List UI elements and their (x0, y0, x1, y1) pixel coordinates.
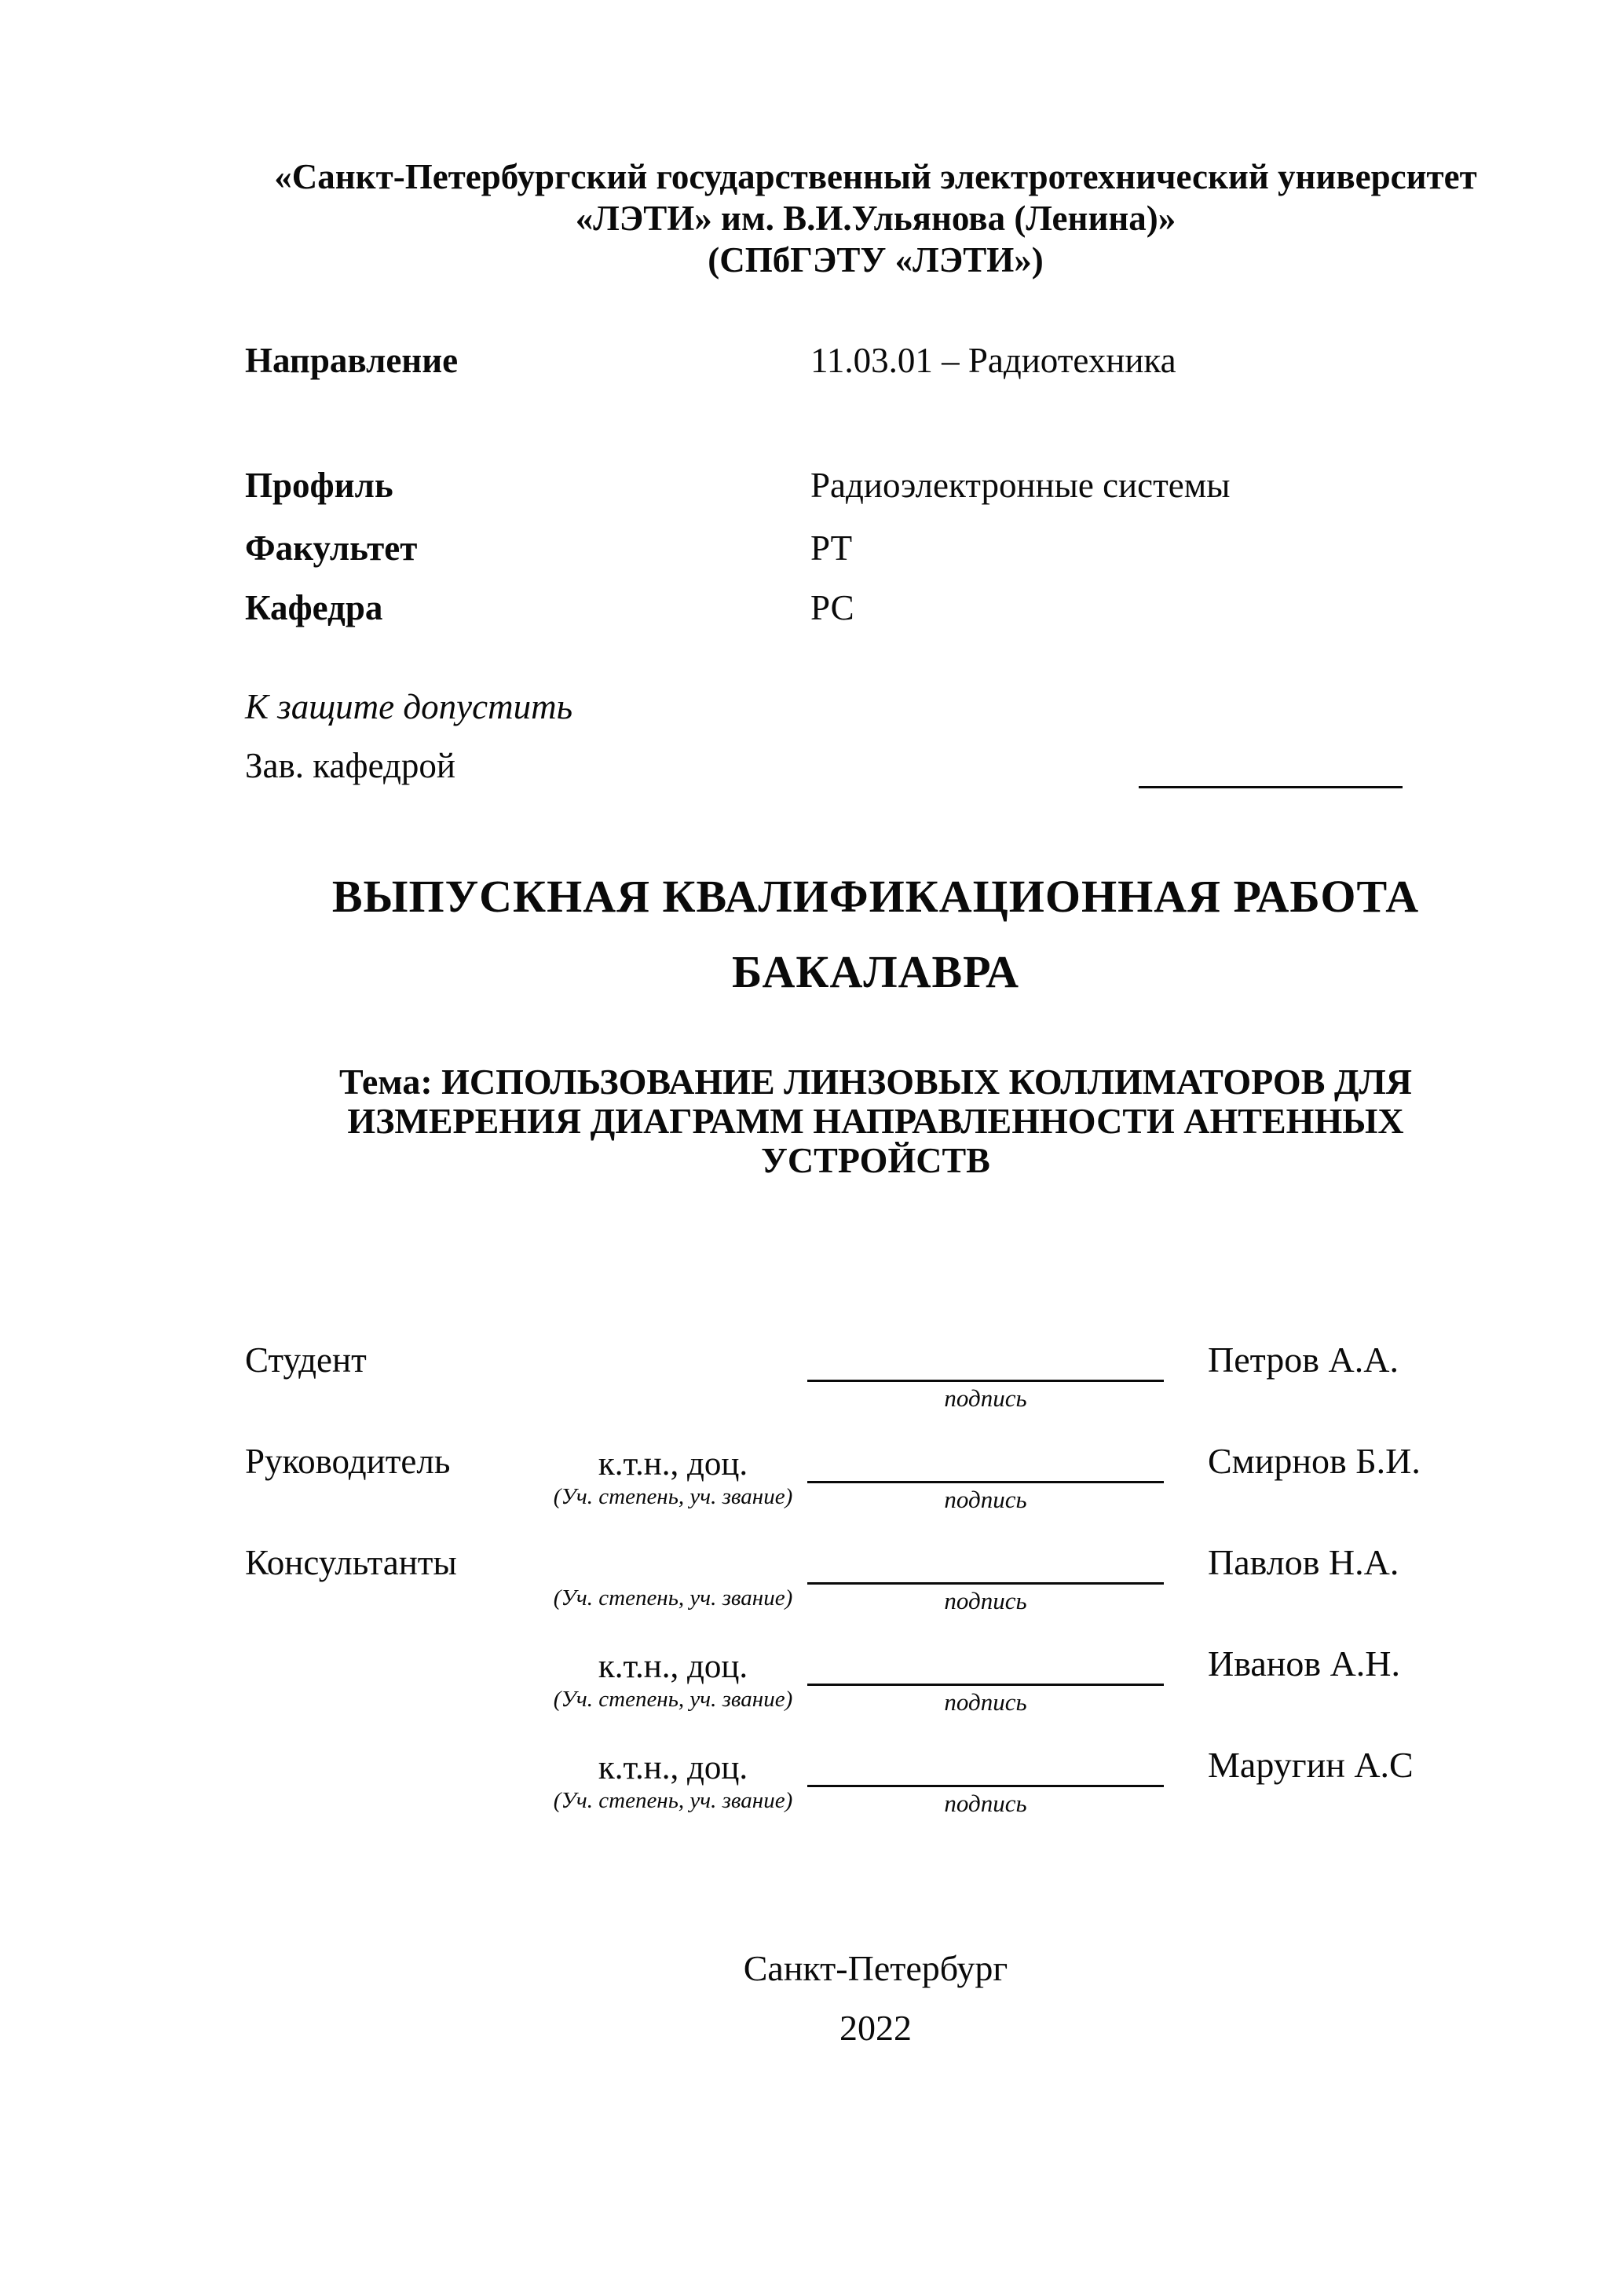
field-row-faculty (245, 525, 1506, 571)
signature-cell (807, 1439, 1164, 1515)
university-name-line-2: «ЛЭТИ» им. В.И.Ульянова (Ленина)» (575, 199, 1176, 238)
signature-line (807, 1641, 1164, 1686)
signature-cell (807, 1337, 1164, 1413)
degree-text (543, 1345, 803, 1381)
signature-cell (807, 1540, 1164, 1616)
field-value: 11.03.01 – Радиотехника (810, 341, 1176, 380)
signatory-name: Смирнов Б.И. (1208, 1441, 1421, 1481)
document-title-line-1: ВЫПУСКНАЯ КВАЛИФИКАЦИОННАЯ РАБОТА (331, 871, 1420, 922)
thesis-topic-line-3: УСТРОЙСТВ (761, 1140, 990, 1180)
signature-role: Консультанты (245, 1543, 457, 1582)
signature-cell (807, 1742, 1164, 1819)
signature-role: Руководитель (245, 1442, 451, 1481)
university-name-line-3: (СПбГЭТУ «ЛЭТИ») (708, 240, 1044, 280)
degree-caption: (Уч. степень, уч. звание) (553, 1585, 793, 1610)
footer (245, 1946, 1506, 2051)
field-value: Радиоэлектронные системы (810, 466, 1231, 505)
signature-blank-line (1139, 743, 1403, 788)
degree-caption: (Уч. степень, уч. звание) (553, 1687, 793, 1712)
degree-cell (543, 1439, 803, 1515)
field-value: РС (810, 588, 854, 627)
signatory-name: Павлов Н.А. (1208, 1542, 1399, 1582)
signatory-name: Петров А.А. (1208, 1340, 1399, 1380)
degree-text: к.т.н., доц. (598, 1749, 748, 1786)
signature-caption: подпись (944, 1486, 1027, 1513)
field-label: Кафедра (245, 588, 383, 627)
document-title-line-2: БАКАЛАВРА (731, 946, 1020, 997)
city: Санкт-Петербург (743, 1948, 1008, 1988)
signature-role (245, 1742, 543, 1819)
signature-role (245, 1641, 543, 1717)
degree-text: к.т.н., доц. (598, 1648, 748, 1685)
year: 2022 (839, 2008, 912, 2048)
signature-row-supervisor (245, 1439, 1506, 1515)
signature-cell (807, 1641, 1164, 1717)
department-head-label: Зав. кафедрой (245, 746, 455, 785)
degree-text (543, 1548, 803, 1584)
thesis-topic-line-1: Тема: ИСПОЛЬЗОВАНИЕ ЛИНЗОВЫХ КОЛЛИМАТОРОВ ДЛЯ (338, 1062, 1413, 1102)
signature-row-consultant-2 (245, 1641, 1506, 1717)
signature-line (807, 1540, 1164, 1585)
degree-cell (543, 1337, 803, 1413)
admission-block (245, 684, 1506, 788)
signature-row-student (245, 1337, 1506, 1413)
signature-line (807, 1337, 1164, 1382)
field-row-direction (245, 338, 1506, 383)
thesis-topic-line-2: ИЗМЕРЕНИЯ ДИАГРАММ НАПРАВЛЕННОСТИ АНТЕННЫХ (347, 1101, 1404, 1141)
field-label: Профиль (245, 466, 393, 505)
field-label: Факультет (245, 528, 418, 568)
thesis-topic (245, 1062, 1506, 1180)
signature-role: Студент (245, 1340, 367, 1380)
degree-caption: (Уч. степень, уч. звание) (553, 1788, 793, 1813)
signature-caption: подпись (944, 1688, 1027, 1716)
degree-cell (543, 1742, 803, 1819)
degree-caption: (Уч. степень, уч. звание) (553, 1484, 793, 1509)
university-name-line-1: «Санкт-Петербургский государственный электротехнический университет (274, 157, 1477, 196)
field-row-department (245, 585, 1506, 631)
field-row-profile (245, 462, 1506, 508)
field-label: Направление (245, 341, 459, 380)
field-value: РТ (810, 528, 853, 568)
degree-cell (543, 1641, 803, 1717)
document-title (245, 859, 1506, 1010)
signature-caption: подпись (944, 1384, 1027, 1412)
degree-text: к.т.н., доц. (598, 1446, 748, 1483)
signature-caption: подпись (944, 1790, 1027, 1817)
department-head-row (245, 743, 1506, 788)
university-header (245, 156, 1506, 281)
signature-row-consultant-1 (245, 1540, 1506, 1616)
signature-row-consultant-3 (245, 1742, 1506, 1819)
degree-cell (543, 1540, 803, 1616)
signature-line (807, 1742, 1164, 1787)
signatory-name: Иванов А.Н. (1208, 1643, 1401, 1684)
signature-line (807, 1439, 1164, 1483)
signature-caption: подпись (944, 1587, 1027, 1614)
program-fields (245, 338, 1506, 631)
signatory-name: Маругин А.С (1208, 1745, 1414, 1785)
admission-note: К защите допустить (245, 687, 573, 726)
